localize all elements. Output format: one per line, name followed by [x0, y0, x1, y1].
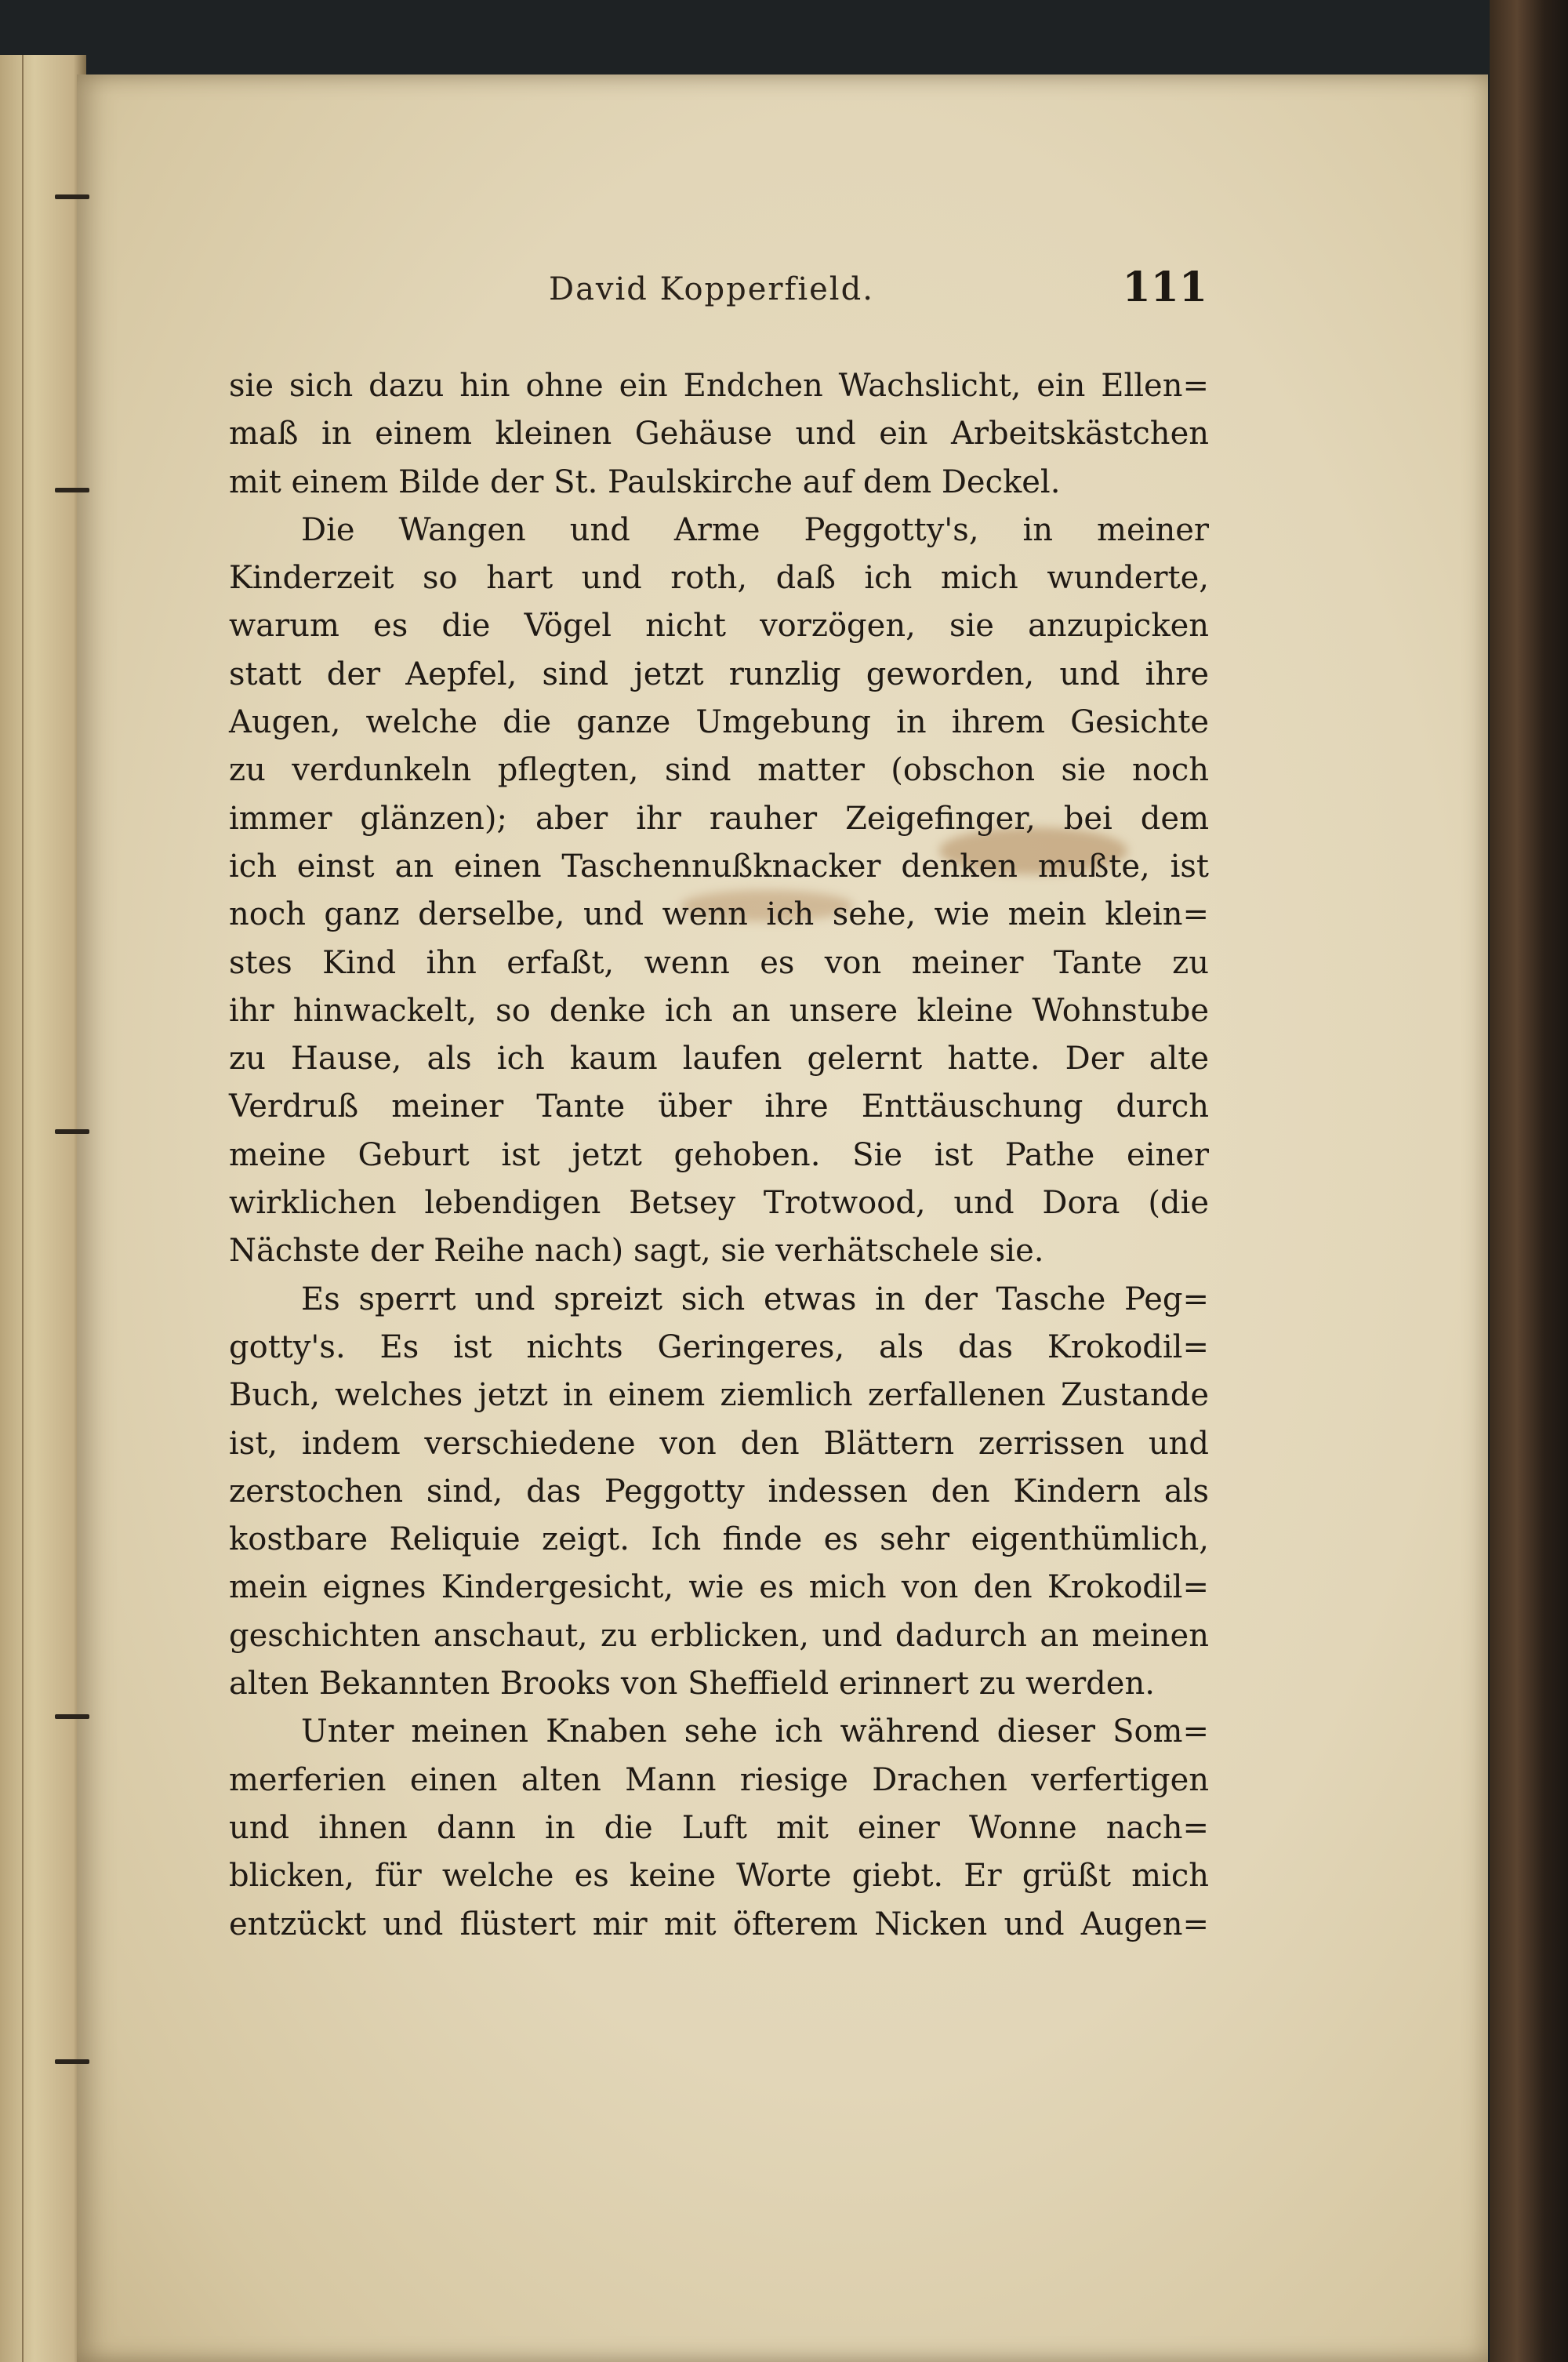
binding-thread-mark	[55, 2059, 89, 2064]
binding-thread-mark	[55, 1129, 89, 1134]
text-line: Augen, welche die ganze Umgebung in ihrem Gesichte	[229, 704, 1209, 741]
text-line: alten Bekannten Brooks von Sheffield erinnert zu werden.	[229, 1666, 1155, 1702]
text-line: und ihnen dann in die Luft mit einer Wonne nach=	[229, 1809, 1209, 1846]
text-line: Kinderzeit so hart und roth, daß ich mich wunderte,	[229, 560, 1209, 597]
text-line: Buch, welches jetzt in einem ziemlich zerfallenen Zustande	[229, 1377, 1209, 1414]
text-line: Verdruß meiner Tante über ihre Enttäuschung durch	[229, 1088, 1209, 1125]
binding-thread-mark	[55, 194, 89, 199]
text-line: Die Wangen und Arme Peggotty's, in meiner	[301, 511, 1209, 548]
text-line: entzückt und flüstert mir mit öfterem Nicken und Augen=	[229, 1906, 1209, 1942]
text-line: merferien einen alten Mann riesige Drachen verfertigen	[229, 1761, 1209, 1798]
text-line: warum es die Vögel nicht vorzögen, sie anzupicken	[229, 608, 1209, 645]
text-line: blicken, für welche es keine Worte giebt. Er grüßt mich	[229, 1858, 1209, 1895]
text-line: ist, indem verschiedene von den Blättern zerrissen und	[229, 1425, 1209, 1462]
text-line: zu Hause, als ich kaum laufen gelernt hatte. Der alte	[229, 1041, 1209, 1077]
text-line: zerstochen sind, das Peggotty indessen den Kindern als	[229, 1473, 1209, 1510]
text-line: zu verdunkeln pflegten, sind matter (obschon sie noch	[229, 752, 1209, 789]
text-line: noch ganz derselbe, und wenn ich sehe, wie mein klein=	[229, 896, 1209, 933]
text-line: Unter meinen Knaben sehe ich während dieser Som=	[301, 1713, 1209, 1750]
text-line: gotty's. Es ist nichts Geringeres, als das Krokodil=	[229, 1328, 1209, 1365]
text-line: mein eignes Kindergesicht, wie es mich von den Krokodil=	[229, 1569, 1209, 1606]
page-fold-line	[22, 55, 24, 2362]
text-line: geschichten anschaut, zu erblicken, und dadurch an meinen	[229, 1617, 1209, 1654]
text-line: meine Geburt ist jetzt gehoben. Sie ist Pathe einer	[229, 1136, 1209, 1173]
text-line: Nächste der Reihe nach) sagt, sie verhätschele sie.	[229, 1233, 1044, 1270]
binding-thread-mark	[55, 488, 89, 492]
binding-thread-mark	[55, 1714, 89, 1719]
text-line: maß in einem kleinen Gehäuse und ein Arbeitskästchen	[229, 416, 1209, 452]
text-line: mit einem Bilde der St. Paulskirche auf dem Deckel.	[229, 463, 1061, 500]
body-text	[229, 362, 1209, 1949]
page-header	[227, 263, 1207, 329]
text-line: stes Kind ihn erfaßt, wenn es von meiner Tante zu	[229, 944, 1209, 981]
text-line: ich einst an einen Taschennußknacker denken mußte, ist	[229, 848, 1209, 885]
text-line: ihr hinwackelt, so denke ich an unsere kleine Wohnstube	[229, 992, 1209, 1029]
text-line: sie sich dazu hin ohne ein Endchen Wachslicht, ein Ellen=	[229, 368, 1209, 404]
page-number: 111	[1122, 263, 1207, 311]
book-cover-edge	[1490, 0, 1568, 2362]
text-line: kostbare Reliquie zeigt. Ich finde es sehr eigenthümlich,	[229, 1521, 1209, 1558]
previous-page-edge	[0, 55, 86, 2362]
text-line: immer glänzen); aber ihr rauher Zeigefinger, bei dem	[229, 800, 1209, 837]
text-line: statt der Aepfel, sind jetzt runzlig geworden, und ihre	[229, 656, 1209, 692]
running-title: David Kopperfield.	[549, 271, 874, 307]
text-line: wirklichen lebendigen Betsey Trotwood, und Dora (die	[229, 1185, 1209, 1222]
text-line: Es sperrt und spreizt sich etwas in der Tasche Peg=	[301, 1281, 1209, 1317]
